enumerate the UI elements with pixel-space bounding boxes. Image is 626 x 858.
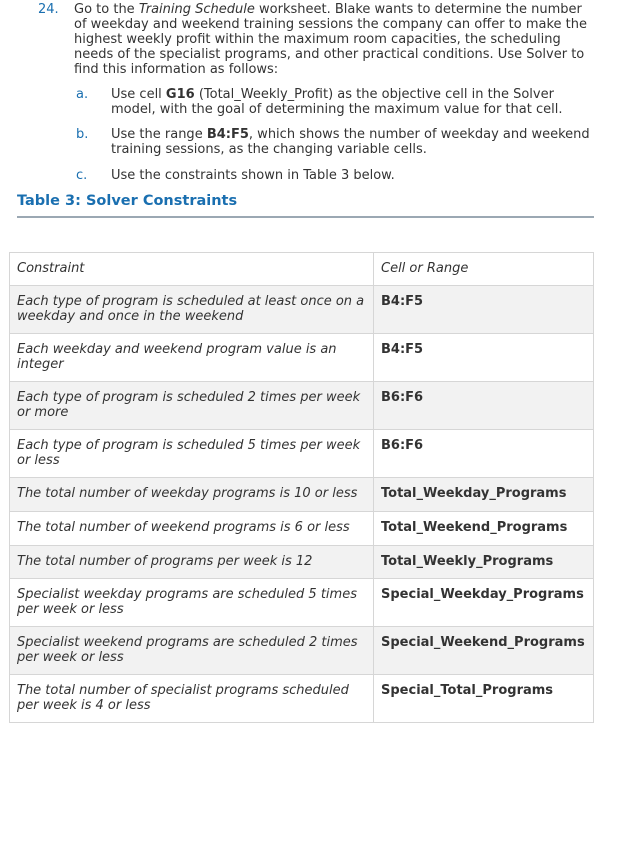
solver-constraints-table [9, 252, 594, 723]
table-row [10, 334, 594, 382]
header-constraint: Constraint [10, 253, 374, 286]
range-cell: Special_Weekend_Programs [374, 627, 594, 675]
table-header-row [10, 253, 594, 286]
substep-a [76, 87, 596, 117]
table-row [10, 627, 594, 675]
constraint-cell: The total number of weekend programs is 6 or less [10, 512, 374, 546]
substep-post: (Total_Weekly_Profit) as the objective cell in the Solver model, with the goal of determining the maximum value for that cell. [111, 87, 563, 117]
table-row [10, 286, 594, 334]
substep-text [111, 87, 596, 117]
table-row [10, 382, 594, 430]
substep-post: , which shows the number of weekday and weekend training sessions, as the changing variable cells. [111, 127, 590, 157]
substep-text [111, 127, 596, 157]
substep-text [111, 168, 596, 183]
constraint-cell: The total number of specialist programs scheduled per week is 4 or less [10, 675, 374, 723]
substep-letter: a. [76, 87, 89, 102]
table-row [10, 579, 594, 627]
substep-pre: Use the constraints shown in Table 3 below. [111, 168, 395, 183]
step-number: 24. [38, 2, 59, 17]
step-text-pre: Go to the [74, 2, 139, 17]
step-24 [38, 2, 598, 77]
constraint-cell: The total number of weekday programs is 10 or less [10, 478, 374, 512]
range-cell: Total_Weekday_Programs [374, 478, 594, 512]
range-cell: Special_Weekday_Programs [374, 579, 594, 627]
header-cell-or-range: Cell or Range [374, 253, 594, 286]
substep-bold: G16 [165, 87, 195, 102]
step-instructions [74, 2, 598, 77]
constraint-cell: Each weekday and weekend program value is an integer [10, 334, 374, 382]
substep-pre: Use cell [111, 87, 166, 102]
worksheet-name: Training Schedule [138, 2, 255, 17]
substep-letter: b. [76, 127, 89, 142]
constraint-cell: Each type of program is scheduled at least once on a weekday and once in the weekend [10, 286, 374, 334]
table-title: Table 3: Solver Constraints [17, 192, 594, 218]
table-row [10, 675, 594, 723]
table-row [10, 430, 594, 478]
range-cell: B4:F5 [374, 334, 594, 382]
constraint-cell: The total number of programs per week is 12 [10, 546, 374, 579]
range-cell: Total_Weekly_Programs [374, 546, 594, 579]
table-row [10, 512, 594, 546]
substep-bold: B4:F5 [206, 127, 249, 142]
range-cell: B4:F5 [374, 286, 594, 334]
substep-c [76, 168, 596, 183]
substep-pre: Use the range [111, 127, 207, 142]
step-text-post: worksheet. Blake wants to determine the number of weekday and weekend training sessions the company can offer to make the highest weekly profit within the maximum room capacities, the scheduling needs of the specialist programs, and other practical conditions. Use Solver to find this information as follows: [74, 2, 588, 77]
constraint-cell: Specialist weekday programs are scheduled 5 times per week or less [10, 579, 374, 627]
substep-b [76, 127, 596, 157]
constraint-cell: Specialist weekend programs are scheduled 2 times per week or less [10, 627, 374, 675]
constraint-cell: Each type of program is scheduled 2 times per week or more [10, 382, 374, 430]
constraint-cell: Each type of program is scheduled 5 times per week or less [10, 430, 374, 478]
range-cell: B6:F6 [374, 430, 594, 478]
table-row [10, 478, 594, 512]
range-cell: Total_Weekend_Programs [374, 512, 594, 546]
table-row [10, 546, 594, 579]
range-cell: B6:F6 [374, 382, 594, 430]
substep-letter: c. [76, 168, 88, 183]
range-cell: Special_Total_Programs [374, 675, 594, 723]
